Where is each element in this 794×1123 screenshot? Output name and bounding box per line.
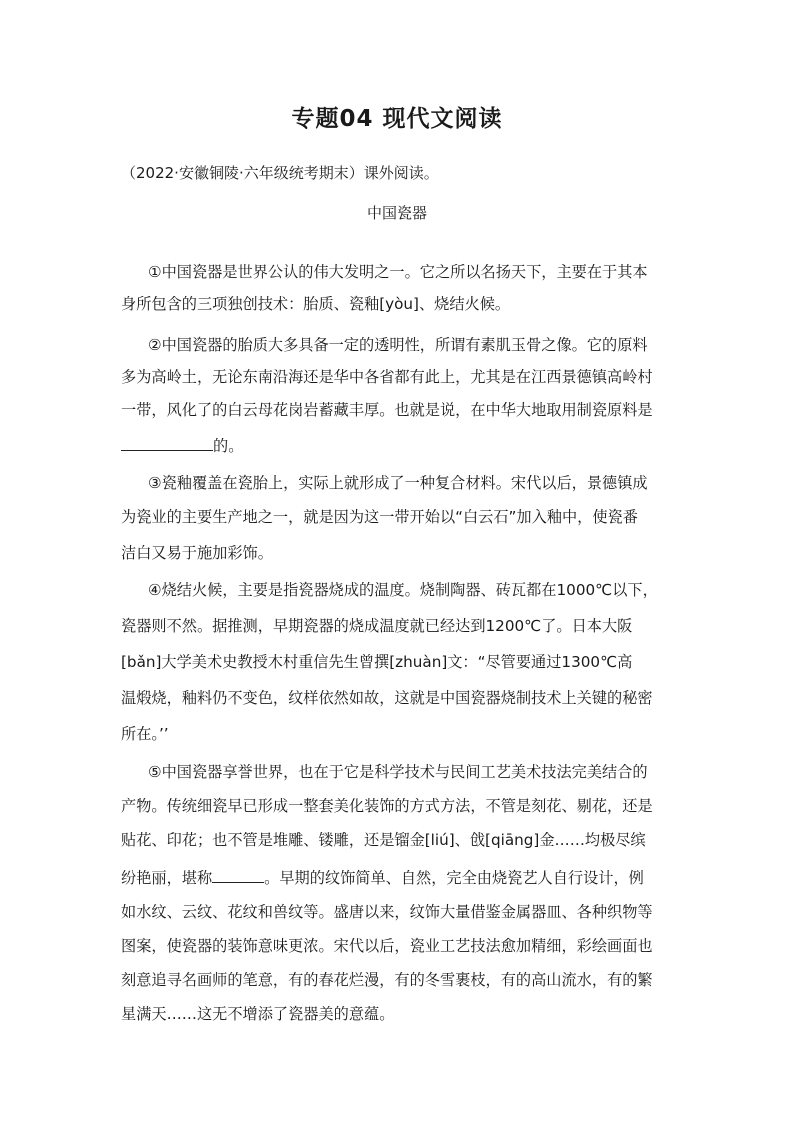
paragraph-4-line-5: 所在。’’	[121, 725, 169, 743]
paragraph-4-line-4: 温煅烧，釉料仍不变色，纹样依然如故，这就是中国瓷器烧制技术上关键的秘密	[121, 689, 653, 707]
paragraph-2-line-4	[121, 434, 677, 456]
paragraph-4-line-2: 瓷器则不然。据推测，早期瓷器的烧成温度就已经达到1200℃了。日本大阪	[121, 617, 633, 635]
question-source: （2022·安徽铜陵·六年级统考期末）课外阅读。	[121, 164, 439, 182]
paragraph-5-line-4-start: 纷艳丽，堪称	[121, 869, 213, 887]
paragraph-2-line-4-text: 的。	[213, 437, 244, 455]
essay-title: 中国瓷器	[366, 204, 427, 222]
paragraph-5-line-2: 产物。传统细瓷早已形成一整套美化装饰的方式方法，不管是刻花、剔花，还是	[121, 797, 653, 815]
paragraph-3-line-3: 洁白又易于施加彩饰。	[121, 544, 273, 562]
page-title: 专题04 现代文阅读	[291, 106, 503, 132]
paragraph-5-line-6: 图案，使瓷器的装饰意味更浓。宋代以后，瓷业工艺技法愈加精细，彩绘画面也	[121, 937, 653, 955]
paragraph-2-line-3: 一带，风化了的白云母花岗岩蓄藏丰厚。也就是说，在中华大地取用制瓷原料是	[121, 401, 653, 419]
paragraph-4-line-3: [bǎn]大学美术史教授木村重信先生曾撰[zhuàn]文：“尽管要通过1300℃高	[121, 653, 633, 671]
paragraph-3-line-2: 为瓷业的主要生产地之一，就是因为这一带开始以“白云石”加入釉中，使瓷番	[121, 508, 638, 526]
paragraph-5-line-8: 星满天……这无不增添了瓷器美的意蕴。	[121, 1005, 395, 1023]
paragraph-2-line-2: 多为高岭土，无论东南沿海还是华中各省都有此上，尤其是在江西景德镇高岭村	[121, 368, 653, 386]
paragraph-2-line-1: ②中国瓷器的胎质大多具备一定的透明性，所谓有素肌玉骨之像。它的原料	[148, 336, 648, 354]
paragraph-5-line-7: 刻意追寻名画师的笔意，有的春花烂漫，有的冬雪裹枝，有的高山流水，有的繁	[121, 971, 653, 989]
paragraph-5-line-4-end: 。早期的纹饰简单、自然，完全由烧瓷艺人自行设计，例	[264, 869, 644, 887]
paragraph-3-line-1: ③瓷釉覆盖在瓷胎上，实际上就形成了一种复合材料。宋代以后，景德镇成	[148, 474, 648, 492]
paragraph-4-line-1: ④烧结火候，主要是指瓷器烧成的温度。烧制陶器、砖瓦都在1000℃以下，	[148, 581, 658, 599]
paragraph-5-line-5: 如水纹、云纹、花纹和兽纹等。盛唐以来，纹饰大量借鉴金属器皿、各种织物等	[121, 903, 653, 921]
paragraph-5-line-3: 贴花、印花；也不管是堆雕、镂雕，还是镏金[liú]、戗[qiāng]金……均极尽缤	[121, 831, 646, 849]
paragraph-5-line-1: ⑤中国瓷器享誉世界，也在于它是科学技术与民间工艺美术技法完美结合的	[148, 763, 648, 781]
answer-blank[interactable]	[121, 434, 213, 451]
paragraph-1-line-2: 身所包含的三项独创技术：胎质、瓷釉[yòu]、烧结火候。	[121, 295, 511, 313]
answer-blank[interactable]	[212, 866, 264, 883]
paragraph-5-line-4	[121, 866, 677, 888]
paragraph-1-line-1: ①中国瓷器是世界公认的伟大发明之一。它之所以名扬天下，主要在于其本	[148, 263, 648, 281]
